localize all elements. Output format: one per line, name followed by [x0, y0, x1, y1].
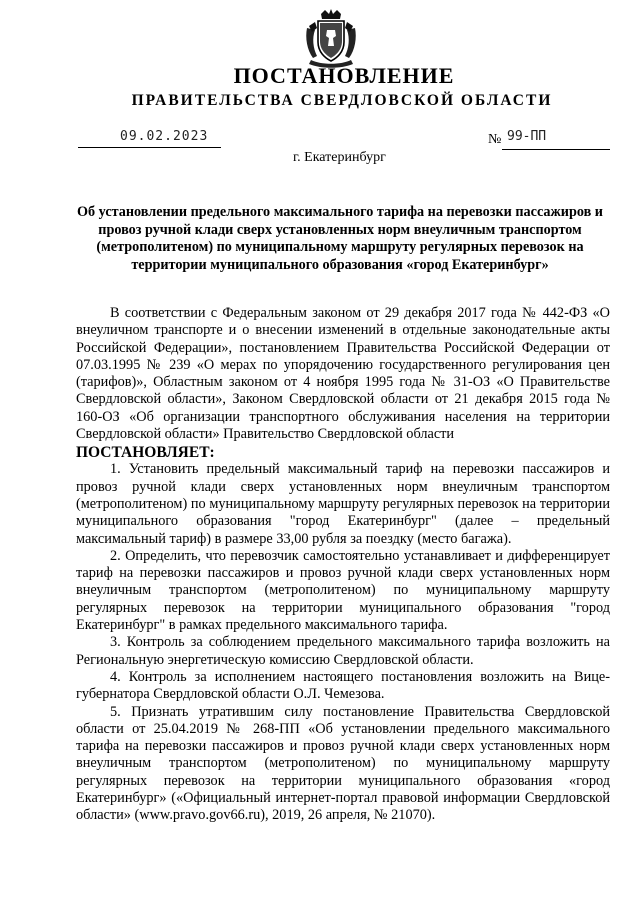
document-subtitle: ПРАВИТЕЛЬСТВА СВЕРДЛОВСКОЙ ОБЛАСТИ: [131, 92, 553, 109]
preamble-paragraph: В соответствии с Федеральным законом от 29 декабря 2017 года № 442-ФЗ «О внеуличном транспорте и о внесении изменений в отдельные законодательные акты Российской Федерации», постановлением Правительства Российской Федерации от 07.03.1995 № 239 «О мерах по упорядочению государственного регулирования цен (тарифов)», Областным законом от 4 ноября 1995 года № 31-ОЗ «О Правительстве Свердловской области», Законом Свердловской области от 21 декабря 2015 года № 160-ОЗ «Об организации транспортного обслуживания населения на территории Свердловской области» Правительство Свердловской области: [76, 305, 610, 443]
number-label: №: [488, 132, 502, 147]
date-underline: [78, 147, 221, 148]
decree-item-1: 1. Установить предельный максимальный тариф на перевозки пассажиров и провоз ручной клади сверх установленных норм внеуличным транспортом (метрополитеном) по муниципальному маршруту регулярных перевозок на территории муниципального образования "город Екатеринбург" (далее – предельный максимальный тариф) в размере 33,00 рубля за поездку (место багажа).: [76, 461, 610, 547]
number-underline: [502, 149, 610, 150]
sverdlovsk-coat-of-arms-icon: [303, 8, 359, 68]
document-city: г. Екатеринбург: [293, 150, 386, 165]
decree-item-4: 4. Контроль за исполнением настоящего постановления возложить на Вице-губернатора Свердловской области О.Л. Чемезова.: [76, 668, 610, 703]
document-date: 09.02.2023: [120, 129, 209, 144]
decree-item-5: 5. Признать утратившим силу постановление Правительства Свердловской области от 25.04.2019 № 268-ПП «Об установлении предельного максимального тарифа на перевозки пассажиров и провоз ручной клади сверх установленных норм внеуличным транспортом (метрополитеном) по муниципальному маршруту регулярных перевозок на территории муниципального образования «город Екатеринбург» («Официальный интернет-портал правовой информации Свердловской области» (www.pravo.gov66.ru), 2019, 26 апреля, № 21070).: [76, 703, 610, 824]
decree-word: ПОСТАНОВЛЯЕТ:: [76, 444, 215, 462]
document-title: ПОСТАНОВЛЕНИЕ: [233, 63, 455, 88]
decree-item-3: 3. Контроль за соблюдением предельного максимального тарифа возложить на Региональную энергетическую комиссию Свердловской области.: [76, 634, 610, 668]
document-body: [76, 305, 610, 825]
document-heading: Об установлении предельного максимального тарифа на перевозки пассажиров и провоз ручной клади сверх установленных норм внеуличным транспортом (метрополитеном) по муниципальному маршруту регулярных перевозок на территории муниципального образования «город Екатеринбург»: [77, 204, 603, 273]
document-number: 99-ПП: [507, 129, 547, 144]
decree-item-2: 2. Определить, что перевозчик самостоятельно устанавливает и дифференцирует тариф на перевозки пассажиров и провоз ручной клади сверх установленных норм внеуличным транспортом (метрополитеном) по муниципальному маршруту регулярных перевозок на территории муниципального образования "город Екатеринбург" в рамках предельного максимального тарифа.: [76, 547, 610, 634]
